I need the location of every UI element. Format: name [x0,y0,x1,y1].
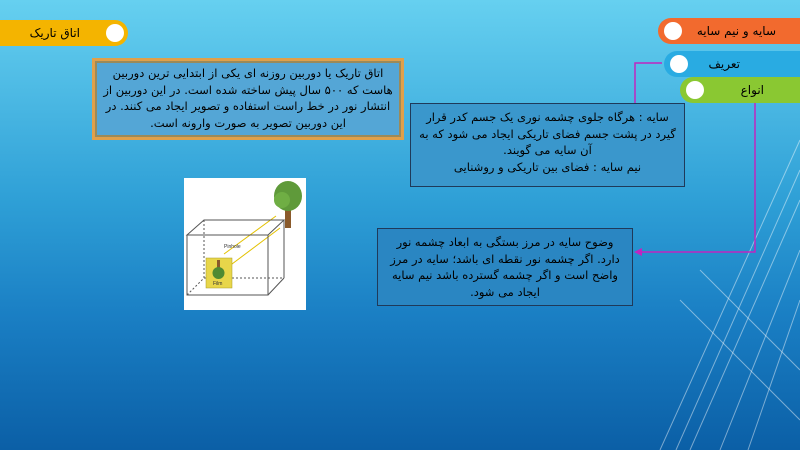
definition-tag-label: تعریف [708,57,740,71]
dark-room-tag-label: اتاق تاریک [29,26,80,40]
film-label: Film [213,281,223,287]
circle-icon [686,81,704,99]
circle-icon [670,55,688,73]
types-tag[interactable] [680,77,800,103]
dark-room-tag[interactable] [0,20,128,46]
shadow-definition-box [410,103,685,187]
types-tag-label: انواع [740,83,764,97]
circle-icon [664,22,682,40]
shadow-types-description: وضوح سایه در مرز بستگی به ابعاد چشمه نور دارد. اگر چشمه نور نقطه ای باشد؛ سایه در مرز واضح است و اگر چشمه گسترده باشد نیم سایه ایجاد می شود. [377,228,633,306]
definition-tag[interactable] [664,51,800,77]
circle-icon [106,24,124,42]
pinhole-label: Pinhole [224,244,241,250]
arrow-head [634,248,642,256]
dark-room-description: اتاق تاریک یا دوربین روزنه ای یکی از ابتدایی ترین دوربین هاست که ۵۰۰ سال پیش ساخته شده است. در این دوربین از انتشار نور در خط راست استفاده و تصویر ایجاد می کنند. در این دوربین تصویر به صورت وارونه است. [92,58,404,140]
connector-line [635,63,662,103]
shadow-title-tag-label: سایه و نیم سایه [696,24,776,38]
tree-icon [274,181,302,228]
penumbra-definition: نیم سایه : فضای بین تاریکی و روشنایی [453,160,642,175]
shadow-definition: سایه : هرگاه جلوی چشمه نوری یک جسم کدر قرار گیرد در پشت جسم فضای تاریکی ایجاد می شود که به آن سایه می گویند. [419,110,676,158]
shadow-title-tag[interactable] [658,18,800,44]
camera-obscura-drawing [184,178,306,310]
camera-obscura-image [184,178,306,310]
